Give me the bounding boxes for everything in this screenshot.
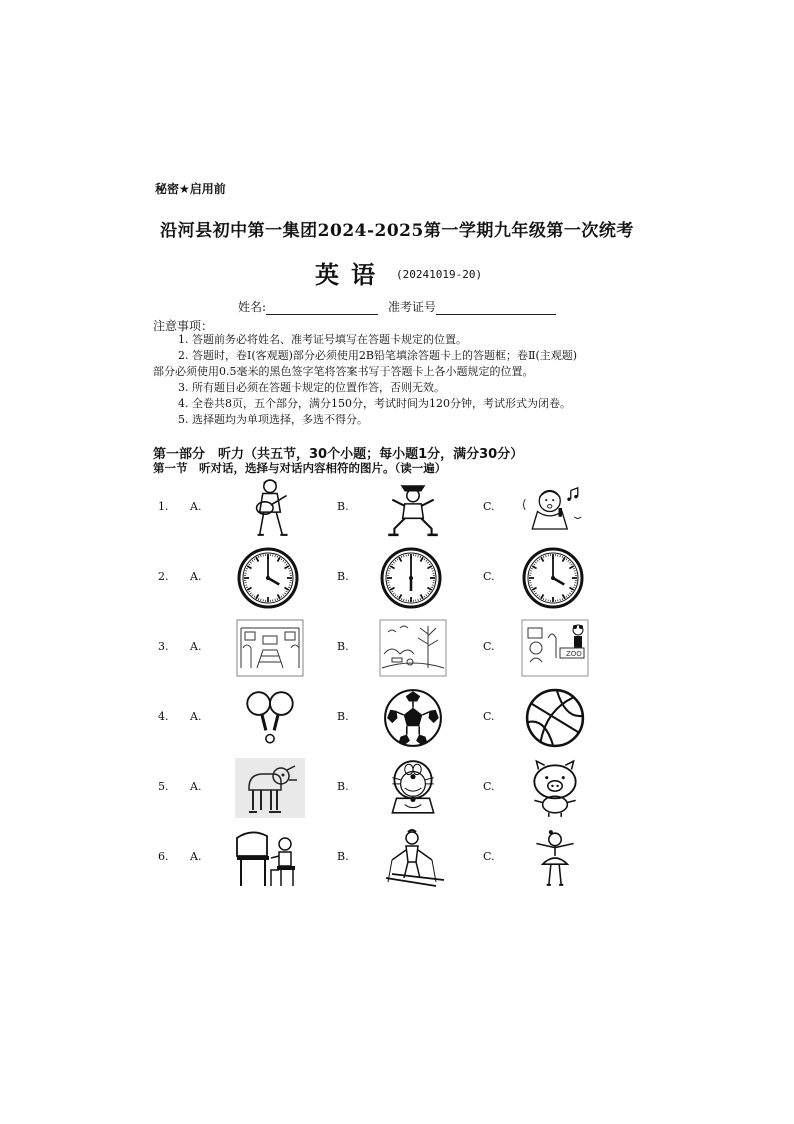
- option-label[interactable]: B.: [337, 780, 349, 793]
- piano-player-icon: [235, 827, 305, 889]
- clock-four-icon: [237, 547, 299, 609]
- option-label[interactable]: C.: [483, 500, 495, 513]
- subject-title: 英语: [315, 261, 387, 289]
- note-item: 3. 所有题目必须在答题卡规定的位置作答，否则无效。: [178, 381, 445, 394]
- question-number: 6.: [158, 850, 169, 863]
- part1-title: 第一部分 听力（共五节，30个小题；每小题1分，满分30分）: [153, 447, 524, 462]
- note-item: 1. 答题前务必将姓名、准考证号填写在答题卡规定的位置。: [178, 333, 467, 346]
- ballet-dancer-icon: [520, 827, 590, 889]
- question-number: 1.: [158, 500, 169, 513]
- basketball-icon: [520, 687, 590, 749]
- notes-heading: 注意事项：: [153, 319, 214, 333]
- option-label[interactable]: A.: [190, 640, 202, 653]
- option-label[interactable]: A.: [190, 710, 202, 723]
- guitar-player-icon: [235, 477, 305, 539]
- skier-icon: [378, 827, 448, 889]
- option-label[interactable]: C.: [483, 710, 495, 723]
- option-label[interactable]: C.: [483, 780, 495, 793]
- option-label[interactable]: C.: [483, 570, 495, 583]
- option-label[interactable]: B.: [337, 710, 349, 723]
- confidential-mark: 秘密★启用前: [155, 182, 226, 196]
- option-label[interactable]: B.: [337, 500, 349, 513]
- name-label: 姓名:: [238, 300, 267, 314]
- option-label[interactable]: C.: [483, 850, 495, 863]
- option-label[interactable]: B.: [337, 640, 349, 653]
- singer-icon: [520, 477, 590, 539]
- note-item: 部分必须使用0.5毫米的黑色签字笔将答案书写于答题卡上各小题规定的位置。: [153, 365, 534, 378]
- dancer-icon: [378, 477, 448, 539]
- clock-six-icon: [380, 547, 442, 609]
- question-number: 2.: [158, 570, 169, 583]
- ticket-field[interactable]: [436, 302, 556, 315]
- ping-pong-icon: [235, 687, 305, 749]
- section1-instruction: 第一节 听对话，选择与对话内容相符的图片。（读一遍）: [153, 461, 447, 475]
- zoo-icon: [520, 617, 590, 679]
- option-label[interactable]: A.: [190, 500, 202, 513]
- doraemon-icon: [378, 757, 448, 819]
- robot-dog-icon: [235, 757, 305, 819]
- option-label[interactable]: C.: [483, 640, 495, 653]
- id-line: [238, 298, 566, 315]
- school-icon: [235, 617, 305, 679]
- exam-title: 沿河县初中第一集团2024-2025第一学期九年级第一次统考: [160, 221, 634, 241]
- park-icon: [378, 617, 448, 679]
- option-label[interactable]: B.: [337, 850, 349, 863]
- option-label[interactable]: B.: [337, 570, 349, 583]
- option-label[interactable]: A.: [190, 570, 202, 583]
- soccer-ball-icon: [378, 687, 448, 749]
- note-item: 5. 选择题均为单项选择，多选不得分。: [178, 413, 368, 426]
- exam-code: (20241019-20): [396, 268, 483, 281]
- question-number: 5.: [158, 780, 169, 793]
- question-number: 3.: [158, 640, 169, 653]
- note-item: 2. 答题时，卷Ⅰ(客观题)部分必须使用2B铅笔填涂答题卡上的答题框；卷Ⅱ(主观题): [178, 349, 578, 362]
- option-label[interactable]: A.: [190, 780, 202, 793]
- question-number: 4.: [158, 710, 169, 723]
- note-item: 4. 全卷共8页，五个部分，满分150分，考试时间为120分钟，考试形式为闭卷。: [178, 397, 571, 410]
- clock-four-icon: [522, 547, 584, 609]
- ticket-label: 准考证号: [388, 300, 437, 314]
- pig-icon: [520, 757, 590, 819]
- name-field[interactable]: [266, 302, 378, 315]
- option-label[interactable]: A.: [190, 850, 202, 863]
